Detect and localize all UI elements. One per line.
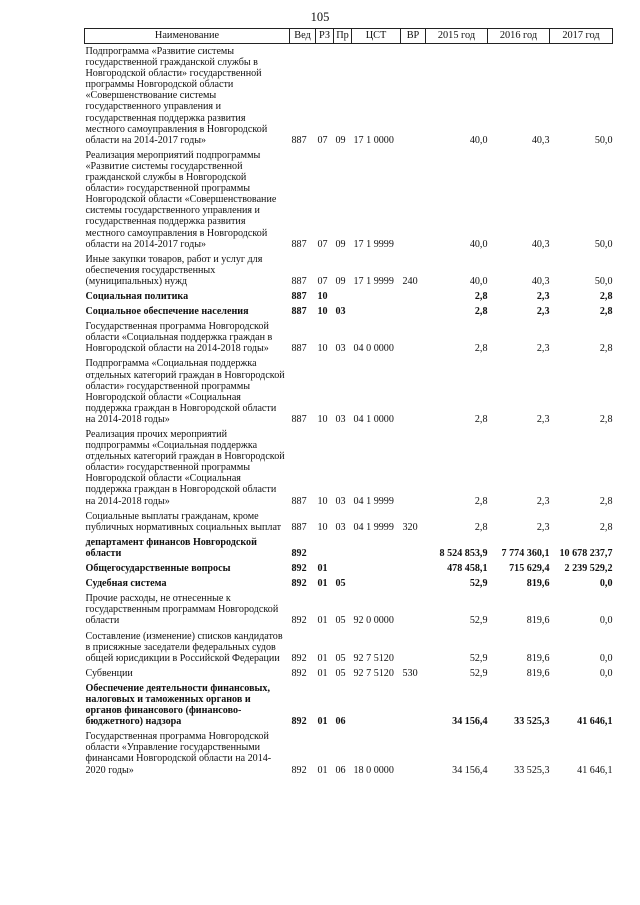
row-rz: [316, 535, 334, 561]
row-value-2017: 2,8: [599, 306, 613, 318]
row-pr: 06: [335, 716, 346, 728]
row-rz: 10: [317, 306, 328, 318]
row-cst: 17 1 0000: [353, 134, 394, 146]
table-row: [85, 729, 613, 777]
row-name: Прочие расходы, не отнесенные к государственным программам Новгородской области: [85, 593, 279, 627]
row-name: Государственная программа Новгородской области «Управление государственными финансами Новгородской области на 2014-2020 годы»: [85, 731, 272, 776]
row-value-2015: 40,0: [469, 238, 488, 250]
row-ved: 892: [291, 716, 307, 728]
row-value-2015: 2,8: [474, 343, 488, 355]
row-value-2017: 2,8: [599, 495, 613, 507]
row-value-2017: 0,0: [599, 578, 613, 590]
table-row: [85, 629, 613, 666]
table-row: [85, 319, 613, 356]
row-value-2017: 2 239 529,2: [564, 563, 613, 575]
row-vr: [401, 356, 426, 427]
row-name: Социальное обеспечение населения: [85, 306, 249, 318]
row-vr: [401, 289, 426, 304]
row-value-2016: 819,6: [526, 652, 550, 664]
table-row: [85, 576, 613, 591]
row-pr: [334, 561, 352, 576]
row-vr: [401, 729, 426, 777]
row-value-2016: 33 525,3: [514, 764, 550, 776]
row-value-2017: 50,0: [594, 275, 613, 287]
row-cst: 04 1 9999: [353, 495, 394, 507]
row-rz: 01: [317, 764, 328, 776]
row-vr: 530: [402, 667, 418, 679]
row-name: Подпрограмма «Социальная поддержка отдельных категорий граждан в Новгородской области» государственной программы Новгородской области «Социальная поддержка граждан в Новгородской области на 2014-2018 годы»: [85, 358, 285, 425]
row-value-2016: 2,3: [536, 521, 550, 533]
row-value-2017: 10 678 237,7: [559, 547, 613, 559]
row-value-2015: 2,8: [474, 521, 488, 533]
header-2015: 2015 год: [426, 29, 488, 44]
row-name: Социальные выплаты гражданам, кроме публичных нормативных социальных выплат: [85, 510, 282, 533]
row-ved: 887: [291, 521, 307, 533]
row-value-2017: 2,8: [599, 413, 613, 425]
row-pr: 09: [335, 134, 346, 146]
row-vr: [401, 319, 426, 356]
row-value-2017: 50,0: [594, 238, 613, 250]
row-value-2015: 52,9: [469, 615, 488, 627]
table-row: [85, 681, 613, 729]
row-value-2016: 2,3: [536, 495, 550, 507]
row-vr: [401, 535, 426, 561]
row-value-2015: 8 524 853,9: [439, 547, 488, 559]
row-pr: 09: [335, 238, 346, 250]
row-value-2015: 52,9: [469, 652, 488, 664]
row-value-2015: 2,8: [474, 290, 488, 302]
row-ved: 892: [291, 615, 307, 627]
row-value-2016: 2,3: [536, 343, 550, 355]
row-value-2015: 2,8: [474, 495, 488, 507]
table-row: [85, 356, 613, 427]
row-cst: 92 0 0000: [353, 615, 394, 627]
header-name: Наименование: [85, 29, 290, 44]
row-cst: 17 1 9999: [353, 275, 394, 287]
row-value-2017: 0,0: [599, 667, 613, 679]
table-row: [85, 561, 613, 576]
row-rz: 10: [317, 495, 328, 507]
row-rz: 01: [317, 615, 328, 627]
row-value-2016: 819,6: [526, 615, 550, 627]
row-cst: 17 1 9999: [353, 238, 394, 250]
row-name: Подпрограмма «Развитие системы государственной гражданской службы в Новгородской области» государственной программы Новгородской области «Совершенствование системы государственного управления и государственная поддержка развития местного самоуправления в Новгородской области на 2014-2017 годы»: [85, 46, 268, 146]
row-pr: 03: [335, 413, 346, 425]
row-ved: 892: [291, 764, 307, 776]
row-value-2016: 40,3: [531, 275, 550, 287]
row-rz: 07: [317, 134, 328, 146]
row-cst: [352, 576, 401, 591]
row-name: Государственная программа Новгородской области «Социальная поддержка граждан в Новгородской области на 2014-2018 годы»: [85, 321, 273, 355]
row-value-2016: 2,3: [536, 290, 550, 302]
header-cst: ЦСТ: [352, 29, 401, 44]
row-rz: 01: [317, 652, 328, 664]
row-name: Социальная политика: [85, 290, 189, 302]
row-value-2015: 34 156,4: [452, 716, 488, 728]
row-vr: [401, 576, 426, 591]
row-vr: [401, 148, 426, 252]
row-value-2015: 52,9: [469, 578, 488, 590]
row-rz: 10: [317, 413, 328, 425]
table-row: [85, 304, 613, 319]
row-value-2016: 2,3: [536, 413, 550, 425]
table-row: [85, 427, 613, 509]
header-vr: ВР: [401, 29, 426, 44]
table-row: [85, 44, 613, 148]
row-cst: 92 7 5120: [353, 652, 394, 664]
table-row: [85, 535, 613, 561]
row-value-2016: 2,3: [536, 306, 550, 318]
row-pr: [334, 289, 352, 304]
row-pr: 05: [335, 652, 346, 664]
header-pr: Пр: [334, 29, 352, 44]
row-rz: 01: [317, 716, 328, 728]
row-value-2017: 0,0: [599, 615, 613, 627]
row-name: Реализация прочих мероприятий подпрограммы «Социальная поддержка отдельных категорий граждан в Новгородской области» государственной программы Новгородской области «Социальная поддержка граждан в Новгородской области на 2014-2018 годы»: [85, 429, 285, 507]
row-ved: 892: [291, 563, 307, 575]
row-ved: 887: [291, 306, 307, 318]
row-name: Составление (изменение) списков кандидатов в присяжные заседатели федеральных судов общей юрисдикции в Российской Федерации: [85, 630, 283, 664]
table-row: [85, 509, 613, 535]
page-number: 105: [310, 10, 330, 24]
row-cst: [352, 304, 401, 319]
row-rz: 10: [317, 290, 328, 302]
row-cst: [352, 535, 401, 561]
row-cst: 18 0 0000: [353, 764, 394, 776]
row-ved: 892: [291, 667, 307, 679]
row-pr: 03: [335, 343, 346, 355]
row-value-2017: 2,8: [599, 343, 613, 355]
row-vr: [401, 591, 426, 628]
row-pr: 05: [335, 578, 346, 590]
header-2017: 2017 год: [550, 29, 613, 44]
row-value-2016: 819,6: [526, 667, 550, 679]
row-cst: [352, 561, 401, 576]
row-value-2016: 7 774 360,1: [501, 547, 550, 559]
table-header-row: [85, 29, 613, 44]
row-name: Общегосударственные вопросы: [85, 563, 231, 575]
row-value-2017: 2,8: [599, 521, 613, 533]
row-name: Судебная система: [85, 578, 167, 590]
header-2016: 2016 год: [488, 29, 550, 44]
row-value-2015: 2,8: [474, 413, 488, 425]
row-value-2017: 0,0: [599, 652, 613, 664]
row-value-2015: 2,8: [474, 306, 488, 318]
row-pr: 06: [335, 764, 346, 776]
row-value-2016: 715 629,4: [509, 563, 550, 575]
row-value-2017: 41 646,1: [577, 764, 613, 776]
row-ved: 892: [291, 652, 307, 664]
row-value-2017: 41 646,1: [577, 716, 613, 728]
row-name: Иные закупки товаров, работ и услуг для обеспечения государственных (муниципальных) нужд: [85, 253, 263, 287]
row-cst: 92 7 5120: [353, 667, 394, 679]
header-ved: Вед: [290, 29, 316, 44]
row-pr: 09: [335, 275, 346, 287]
row-pr: 05: [335, 667, 346, 679]
table-row: [85, 289, 613, 304]
row-value-2016: 33 525,3: [514, 716, 550, 728]
row-value-2017: 2,8: [599, 290, 613, 302]
budget-table: [84, 28, 613, 778]
row-pr: 03: [335, 306, 346, 318]
row-value-2015: 34 156,4: [452, 764, 488, 776]
row-cst: 04 1 9999: [353, 521, 394, 533]
row-vr: [401, 681, 426, 729]
row-ved: 887: [291, 134, 307, 146]
header-rz: РЗ: [316, 29, 334, 44]
row-rz: 07: [317, 238, 328, 250]
row-value-2015: 52,9: [469, 667, 488, 679]
row-vr: [401, 427, 426, 509]
row-rz: 01: [317, 578, 328, 590]
row-name: Реализация мероприятий подпрограммы «Развитие системы государственной гражданской службы в Новгородской области» государственной программы Новгородской области «Совершенствование системы государственного управления и государственная поддержка развития местного самоуправления в Новгородской области на 2014-2017 годы»: [85, 149, 277, 250]
row-value-2015: 40,0: [469, 275, 488, 287]
row-vr: [401, 304, 426, 319]
row-rz: 01: [317, 563, 328, 575]
table-row: [85, 666, 613, 681]
row-ved: 887: [291, 413, 307, 425]
row-ved: 892: [291, 547, 307, 559]
row-ved: 887: [291, 495, 307, 507]
row-ved: 887: [291, 275, 307, 287]
row-name: департамент финансов Новгородской области: [85, 536, 257, 559]
row-cst: 04 0 0000: [353, 343, 394, 355]
row-value-2016: 40,3: [531, 238, 550, 250]
row-value-2016: 40,3: [531, 134, 550, 146]
row-rz: 10: [317, 343, 328, 355]
row-value-2016: 819,6: [526, 578, 550, 590]
row-ved: 887: [291, 343, 307, 355]
row-vr: [401, 629, 426, 666]
row-ved: 887: [291, 290, 307, 302]
table-row: [85, 591, 613, 628]
row-vr: 320: [402, 521, 418, 533]
row-cst: [352, 289, 401, 304]
row-rz: 10: [317, 521, 328, 533]
row-vr: 240: [402, 275, 418, 287]
row-name: Субвенции: [85, 667, 133, 679]
row-pr: 03: [335, 521, 346, 533]
table-row: [85, 148, 613, 252]
row-rz: 07: [317, 275, 328, 287]
row-pr: [334, 535, 352, 561]
row-ved: 887: [291, 238, 307, 250]
row-pr: 03: [335, 495, 346, 507]
row-ved: 892: [291, 578, 307, 590]
row-name: Обеспечение деятельности финансовых, налоговых и таможенных органов и органов финансового (финансово-бюджетного) надзора: [85, 682, 270, 728]
table-row: [85, 252, 613, 289]
row-vr: [401, 44, 426, 148]
row-value-2017: 50,0: [594, 134, 613, 146]
row-value-2015: 478 458,1: [447, 563, 488, 575]
row-cst: 04 1 0000: [353, 413, 394, 425]
row-value-2015: 40,0: [469, 134, 488, 146]
row-vr: [401, 561, 426, 576]
row-pr: 05: [335, 615, 346, 627]
row-rz: 01: [317, 667, 328, 679]
row-cst: [352, 681, 401, 729]
